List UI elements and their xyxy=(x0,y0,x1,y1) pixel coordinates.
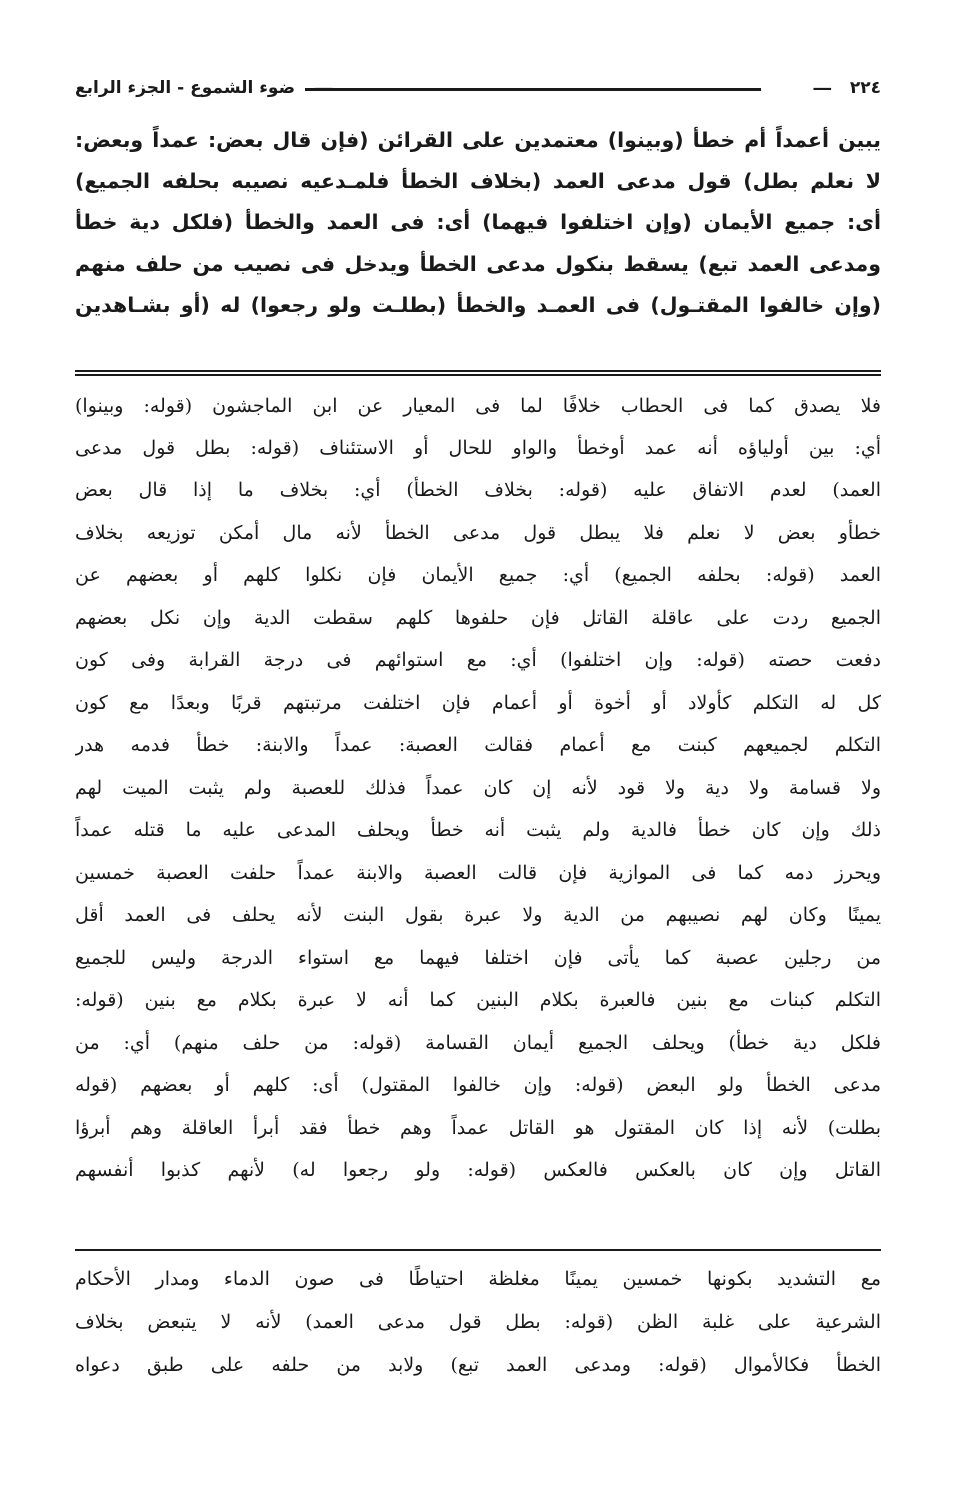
footnote-line: الشرعية على غلبة الظن (قوله: بطل قول مدعى العمد) لأنه لا يتبعض بخلاف xyxy=(75,1311,881,1333)
header-dash-mid: ـــ xyxy=(315,75,333,95)
commentary-line: فلكل دية خطأ) ويحلف الجميع أيمان القسامة (قوله: من حلف منهم) أي: من xyxy=(75,1032,881,1054)
main-line: يبين أعمداً أم خطأ (وبينوا) معتمدين على القرائن (فإن قال بعض: عمداً وبعض: xyxy=(75,128,881,152)
header-rule xyxy=(305,88,761,91)
page-header xyxy=(75,72,881,106)
footnote-separator xyxy=(75,1249,881,1251)
commentary-line: خطأو بعض لا نعلم فلا يبطل قول مدعى الخطأ لأنه مال أمكن توزيعه بخلاف xyxy=(75,522,881,544)
running-title: ضوء الشموع - الجزء الرابع xyxy=(75,78,296,98)
main-line: (وإن خالفوا المقتـول) فى العمـد والخطأ (بطلـت ولو رجعوا) له (أو بشـاهدين xyxy=(75,293,881,317)
footnote-line: الخطأ فكالأموال (قوله: ومدعى العمد تبع) ولابد من حلفه على طبق دعواه xyxy=(75,1354,881,1376)
commentary-line: التكلم لجميعهم كبنت مع أعمام فقالت العصبة: عمداً والابنة: خطأ فدمه هدر xyxy=(75,734,881,756)
main-line: أى: جميع الأيمان (وإن اختلفوا فيهما) أى: فى العمد والخطأ (فلكل دية خطأ xyxy=(75,210,881,234)
commentary-line: ذلك وإن كان خطأ فالدية ولم يثبت أنه خطأ ويحلف المدعى عليه ما قتله عمداً xyxy=(75,819,881,841)
commentary-line: فلا يصدق كما فى الحطاب خلافًا لما فى المعيار عن ابن الماجشون (قوله: وبينوا) xyxy=(75,395,881,417)
commentary-line: العمد) لعدم الاتفاق عليه (قوله: بخلاف الخطأ) أي: بخلاف ما إذا قال بعض xyxy=(75,479,881,501)
commentary-line: العمد (قوله: بحلفه الجميع) أي: جميع الأيمان فإن نكلوا كلهم أو بعضهم عن xyxy=(75,564,881,586)
main-line: ومدعى العمد تبع) يسقط بنكول مدعى الخطأ ويدخل فى نصيب من حلف منهم xyxy=(75,252,881,276)
commentary-line: ويحرز دمه كما فى الموازية فإن قالت العصبة والابنة عمداً حلفت العصبة خمسين xyxy=(75,862,881,884)
commentary-line: الجميع ردت على عاقلة القاتل فإن حلفوها كلهم سقطت الدية وإن نكل بعضهم xyxy=(75,607,881,629)
commentary-line: التكلم كبنات مع بنين فالعبرة بكلام البنين كما أنه لا عبرة بكلام مع بنين (قوله: xyxy=(75,989,881,1011)
double-separator xyxy=(75,370,881,376)
footnote-line: مع التشديد بكونها خمسين يمينًا مغلظة احتياطًا فى صون الدماء ومدار الأحكام xyxy=(75,1268,881,1290)
commentary-line: أي: بين أولياؤه أنه عمد أوخطأ والواو للحال أو الاستئناف (قوله: بطل قول مدعى xyxy=(75,437,881,459)
commentary-line: دفعت حصته (قوله: وإن اختلفوا) أي: مع استوائهم فى درجة القرابة وفى كون xyxy=(75,649,881,671)
main-text xyxy=(75,120,881,368)
commentary-line: يمينًا وكان لهم نصيبهم من الدية ولا عبرة بقول البنت لأنه يحلف فى العمد أقل xyxy=(75,904,881,926)
header-dash-right: ـــ xyxy=(813,75,831,95)
page-number: ٢٢٤ xyxy=(849,78,881,98)
main-line: لا نعلم بطل) قول مدعى العمد (بخلاف الخطأ فلمـدعيه نصيبه بحلفه الجميع) xyxy=(75,169,881,193)
commentary-text xyxy=(75,385,881,1245)
footnote-text xyxy=(75,1258,881,1398)
commentary-line: كل له التكلم كأولاد أو أخوة أو أعمام فإن اختلفت مرتبتهم قربًا وبعدًا مع كون xyxy=(75,692,881,714)
commentary-line: مدعى الخطأ ولو البعض (قوله: وإن خالفوا المقتول) أى: كلهم أو بعضهم (قوله xyxy=(75,1074,881,1096)
commentary-line: من رجلين عصبة كما يأتى فإن اختلفا فيهما مع استواء الدرجة وليس للجميع xyxy=(75,947,881,969)
commentary-line: القاتل وإن كان بالعكس فالعكس (قوله: ولو رجعوا له) لأنهم كذبوا أنفسهم xyxy=(75,1159,881,1181)
commentary-line: بطلت) لأنه إذا كان المقتول هو القاتل عمداً وهم خطأ فقد أبرأ العاقلة وهم أبرؤا xyxy=(75,1117,881,1139)
commentary-line: ولا قسامة ولا دية ولا قود لأنه إن كان عمداً فذلك للعصبة ولم يثبت الميت لهم xyxy=(75,777,881,799)
